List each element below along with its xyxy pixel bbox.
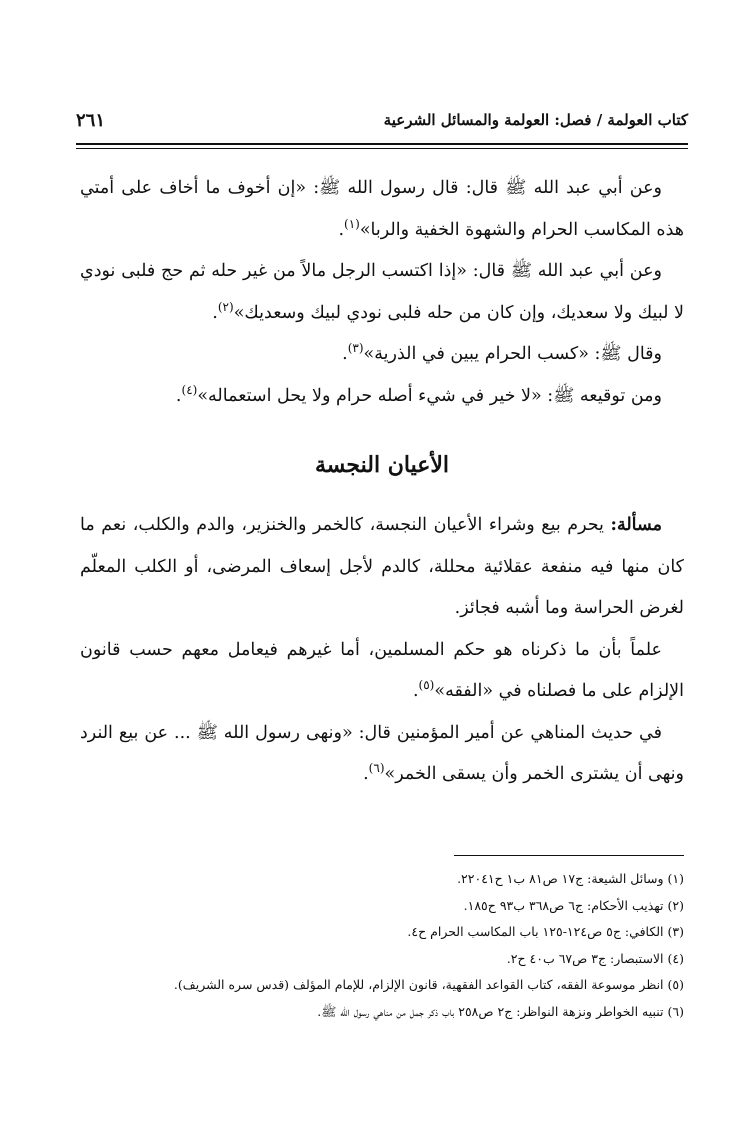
- footnote-2: (٢) تهذيب الأحكام: ج٦ ص٣٦٨ ب٩٣ ح١٨٥.: [463, 897, 684, 913]
- footnote-3: (٣) الكافي: ج٥ ص١٢٤-١٢٥ باب المكاسب الحرام ح٤.: [407, 924, 684, 939]
- footnote-ref-2: (٢): [217, 299, 234, 314]
- page-number: ٢٦١: [76, 109, 106, 131]
- footnote-1: (١) وسائل الشيعة: ج١٧ ص٨١ ب١ ح٢٢٠٤١.: [457, 871, 684, 886]
- header-rule-thick: [76, 143, 688, 145]
- paragraph-1: وعن أبي عبد الله ﷺ قال: قال رسول الله ﷺ: «إن أخوف ما أخاف على أمتي هذه المكاسب الحرام والشهوة الخفية والربا»$^{(١)}$.: [80, 178, 684, 240]
- footnotes: [80, 866, 684, 1025]
- footnote-ref-6: (٦): [368, 761, 385, 776]
- header-rule-thin: [76, 148, 688, 149]
- footnote-4: (٤) الاستبصار: ج٣ ص٦٧ ب٤٠ ح٢.: [506, 950, 684, 966]
- footnote-6: (٦) تنبيه الخواطر ونزهة النواظر: ج٢ ص٢٥٨ باب ذكر جمل من مناهي رسول الله ﷺ.: [317, 1003, 684, 1019]
- paragraph-2: وعن أبي عبد الله ﷺ قال: «إذا اكتسب الرجل مالاً من غير حله ثم حج فلبى نودي لا لبيك ولا سعديك، وإن كان من حله فلبى نودي لبيك وسعديك»$^{(٢)}$.: [80, 261, 684, 323]
- page-header: [76, 100, 688, 140]
- paragraph-3: وقال ﷺ: «كسب الحرام يبين في الذرية»$^{(٣)}$.: [342, 341, 662, 364]
- footnote-ref-4: (٤): [181, 382, 198, 397]
- paragraph-6: علماً بأن ما ذكرناه هو حكم المسلمين، أما غيرهم فيعامل معهم حسب قانون الإلزام على ما فصلناه في «الفقه»$^{(٥)}$.: [80, 639, 684, 701]
- paragraph-4: ومن توقيعه ﷺ: «لا خير في شيء أصله حرام ولا يحل استعماله»$^{(٤)}$.: [175, 382, 662, 406]
- paragraph-5: مسألة: يحرم بيع وشراء الأعيان النجسة، كالخمر والخنزير، والدم والكلب، نعم ما كان منها فيه منفعة عقلائية محللة، كالدم لأجل إسعاف المرضى، أو الكلب المعلّم لغرض الحراسة وما أشبه فجائز.: [80, 515, 684, 618]
- footnote-5: (٥) انظر موسوعة الفقه، كتاب القواعد الفقهية، قانون الإلزام، للإمام المؤلف (قدس سره الشريف).: [173, 977, 684, 992]
- footnote-ref-1: (١): [344, 216, 360, 231]
- running-title: كتاب العولمة / فصل: العولمة والمسائل الشرعية: [383, 111, 688, 129]
- paragraph-7: في حديث المناهي عن أمير المؤمنين قال: «ونهى رسول الله ﷺ ... عن بيع النرد ونهى أن يشترى الخمر وأن يسقى الخمر»$^{(٦)}$.: [80, 722, 684, 784]
- section-title: الأعيان النجسة: [314, 452, 450, 478]
- main-text: [80, 168, 684, 796]
- footnote-separator: [454, 855, 684, 856]
- footnote-ref-5: (٥): [418, 678, 435, 693]
- issue-label: مسألة:: [610, 515, 662, 535]
- footnote-ref-3: (٣): [347, 341, 364, 356]
